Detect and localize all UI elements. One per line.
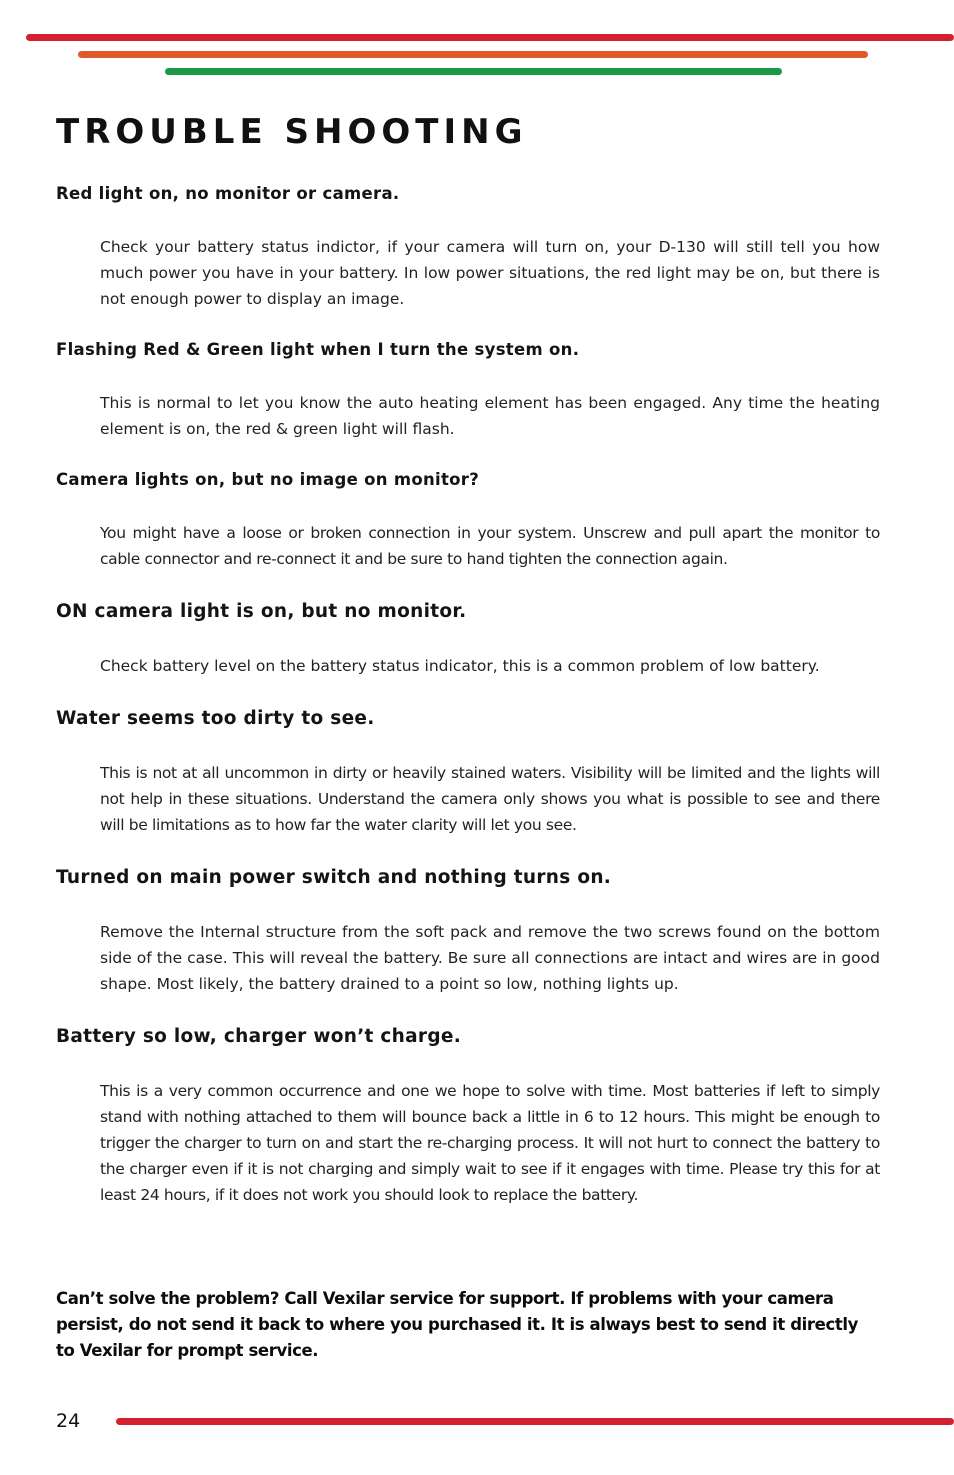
section-heading-no-monitor: ON camera light is on, but no monitor. <box>56 601 467 622</box>
section-heading-power-switch: Turned on main power switch and nothing turns on. <box>56 867 612 888</box>
section-body-no-image: You might have a loose or broken connection in your system. Unscrew and pull apart the monitor to cable connector and re-connect it and be sure to hand tighten the connection again. <box>100 524 880 568</box>
section-body-flashing-light: This is normal to let you know the auto heating element has been engaged. Any time the heating element is on, the red & green light will flash. <box>100 394 880 438</box>
section-heading-flashing-light: Flashing Red & Green light when I turn the system on. <box>56 340 580 359</box>
page-title: TROUBLE SHOOTING <box>56 112 528 152</box>
top-red-stripe <box>26 34 954 41</box>
section-body-no-monitor: Check battery level on the battery status indicator, this is a common problem of low battery. <box>100 657 820 675</box>
page-number: 24 <box>56 1410 81 1432</box>
section-heading-dirty-water: Water seems too dirty to see. <box>56 708 375 729</box>
section-heading-no-image: Camera lights on, but no image on monitor? <box>56 470 480 489</box>
section-body-red-light: Check your battery status indictor, if your camera will turn on, your D-130 will still tell you how much power you have in your battery. In low power situations, the red light may be on, but there is not enough power to display an image. <box>100 238 880 308</box>
section-body-dirty-water: This is not at all uncommon in dirty or heavily stained waters. Visibility will be limited and the lights will not help in these situations. Understand the camera only shows you what is possible to see and there will be limitations as to how far the water clarity will let you see. <box>100 764 880 834</box>
support-note: Can’t solve the problem? Call Vexilar service for support. If problems with your camera persist, do not send it back to where you purchased it. It is always best to send it directly to Vexilar for prompt service. <box>56 1289 858 1360</box>
section-heading-battery-low: Battery so low, charger won’t charge. <box>56 1026 462 1047</box>
bottom-red-stripe <box>116 1418 954 1425</box>
section-body-battery-low: This is a very common occurrence and one we hope to solve with time. Most batteries if left to simply stand with nothing attached to them will bounce back a little in 6 to 12 hours. This might be enough to trigger the charger to turn on and start the re-charging process. It will not hurt to connect the battery to the charger even if it is not charging and simply wait to see if it engages with time. Please try this for at least 24 hours, if it does not work you should look to replace the battery. <box>100 1082 880 1204</box>
section-body-power-switch: Remove the Internal structure from the soft pack and remove the two screws found on the bottom side of the case. This will reveal the battery. Be sure all connections are intact and wires are in good shape. Most likely, the battery drained to a point so low, nothing lights up. <box>100 923 880 993</box>
section-heading-red-light: Red light on, no monitor or camera. <box>56 184 400 203</box>
top-orange-stripe <box>78 51 868 58</box>
top-green-stripe <box>165 68 782 75</box>
